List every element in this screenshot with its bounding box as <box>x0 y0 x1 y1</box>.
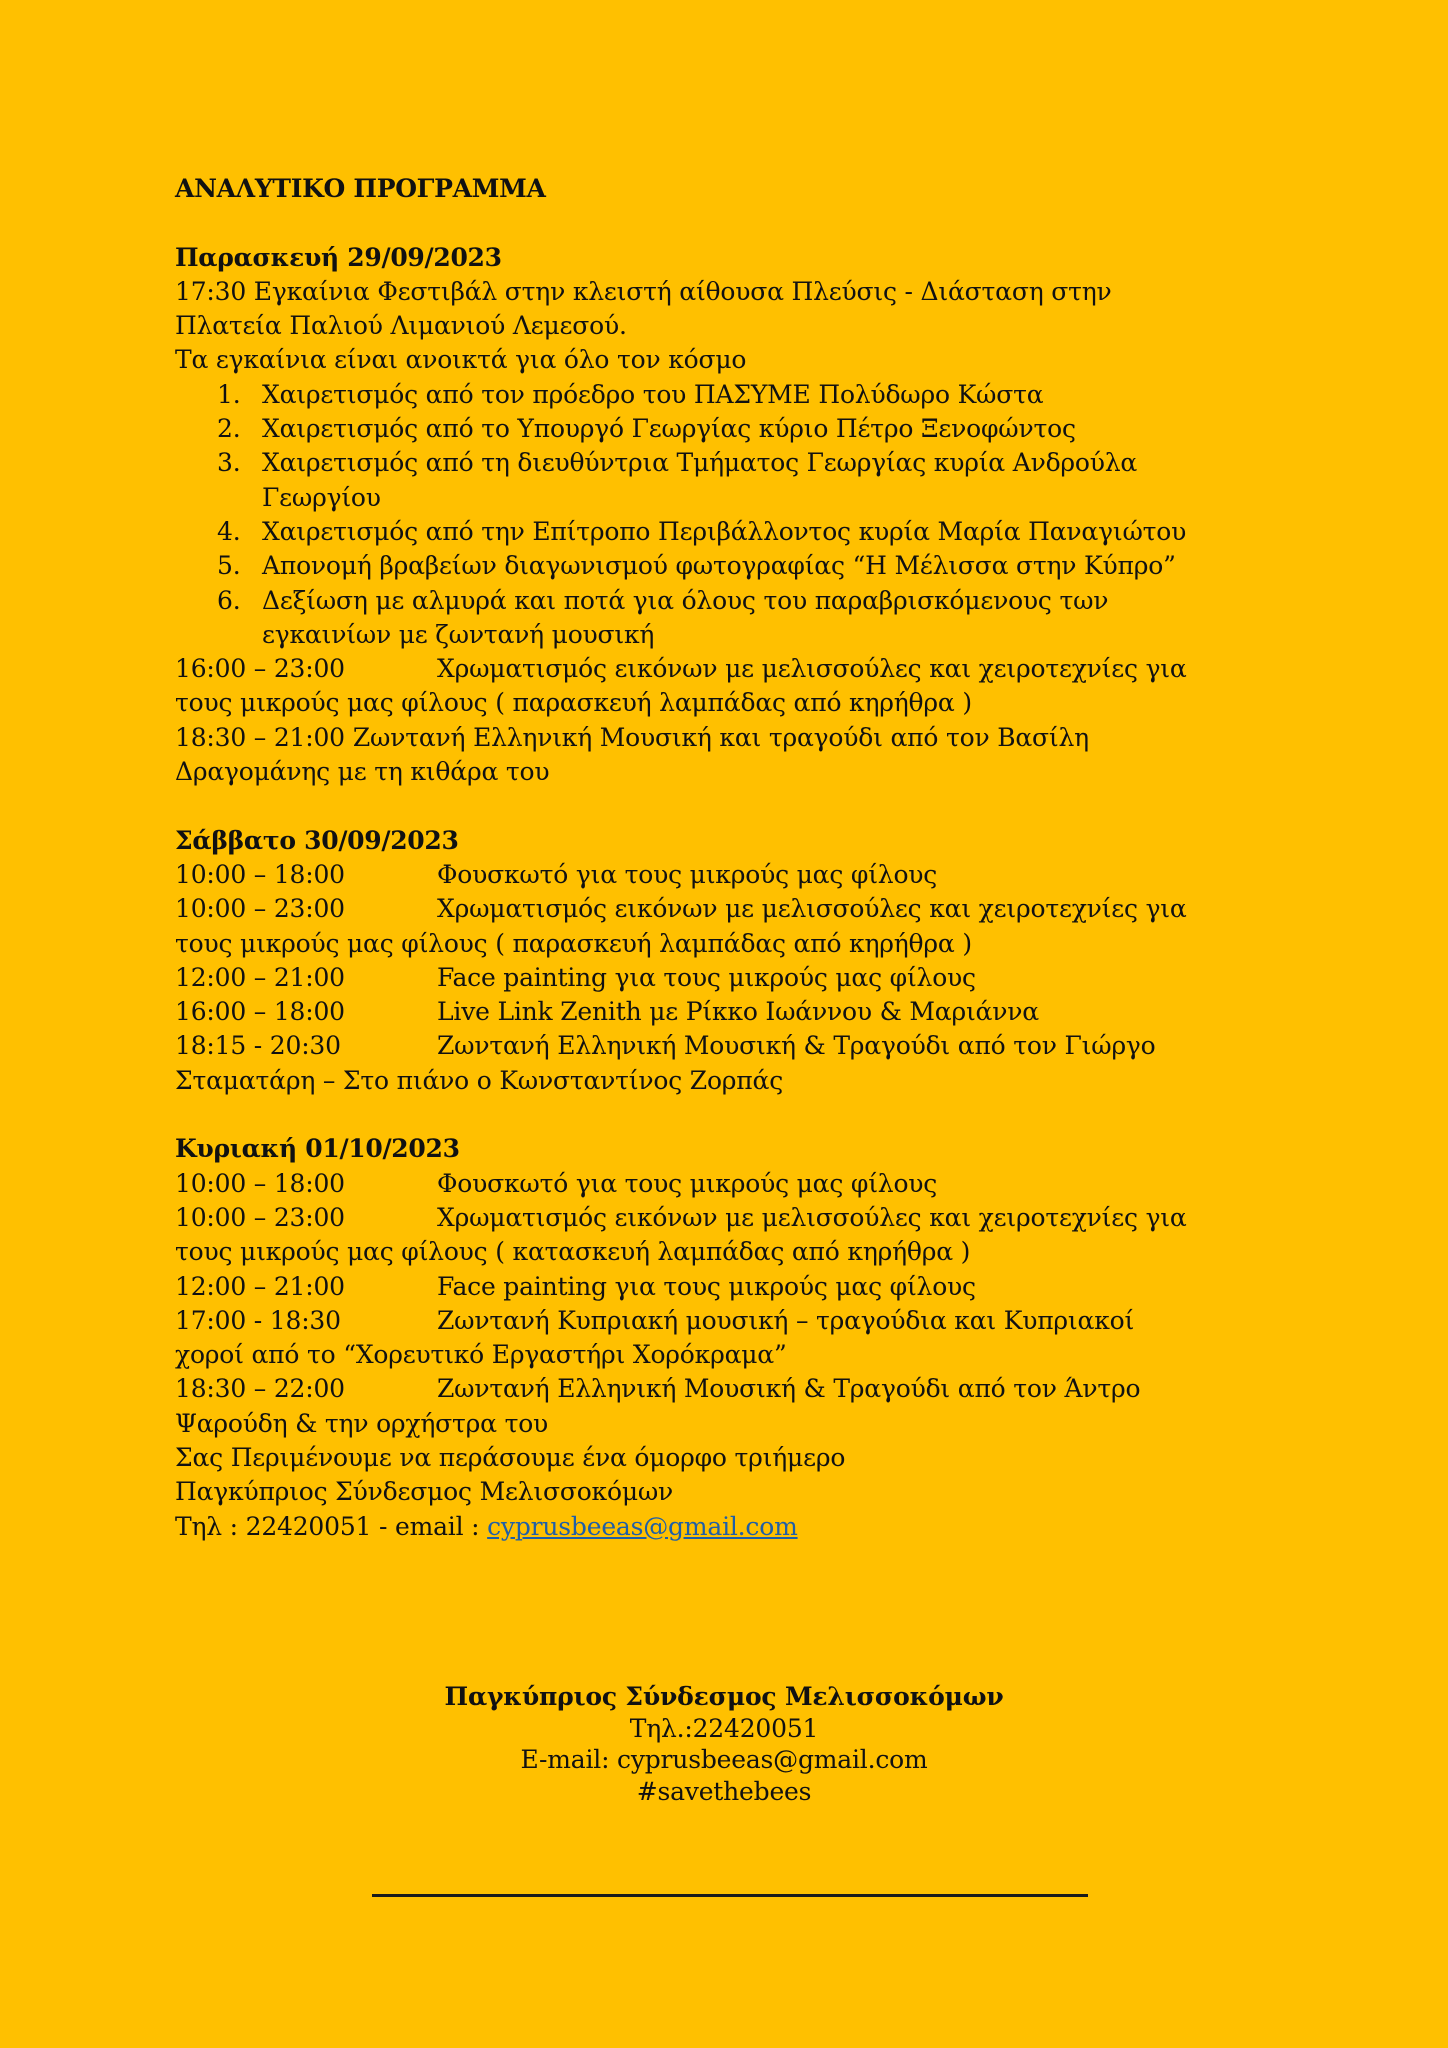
event-text-continuation: χοροί από το “Χορευτικό Εργαστήρι Χορόκραμα” <box>175 1340 787 1370</box>
spacer <box>175 789 1285 823</box>
contact-line <box>175 1510 1285 1544</box>
list-item-text: Απονομή βραβείων διαγωνισμού φωτογραφίας “Η Μέλισσα στην Κύπρο” <box>262 551 1176 581</box>
list-item <box>175 515 1285 549</box>
schedule-entry <box>175 1270 1285 1304</box>
footer-phone: Τηλ.:22420051 <box>629 1713 819 1743</box>
event-text: Ζωντανή Ελληνική Μουσική & Τραγούδι από τον Γιώργο <box>437 1031 1156 1061</box>
document-title: ΑΝΑΛΥΤΙΚΟ ΠΡΟΓΡΑΜΜΑ <box>175 174 546 203</box>
event-text-continuation: τους μικρούς μας φίλους ( παρασκευή λαμπάδας από κηρήθρα ) <box>175 688 972 718</box>
list-number: 2. <box>217 414 241 444</box>
list-item <box>175 412 1285 446</box>
schedule-entry <box>175 1304 1285 1373</box>
event-time: 10:00 – 23:00 <box>175 894 345 924</box>
schedule-entry <box>175 961 1285 995</box>
event-text-continuation: τους μικρούς μας φίλους ( κατασκευή λαμπάδας από κηρήθρα ) <box>175 1237 971 1267</box>
list-item-text: Χαιρετισμός από τον πρόεδρο του ΠΑΣΥΜΕ Πολύδωρο Κώστα <box>262 379 1044 409</box>
event-text: Face painting για τους μικρούς μας φίλους <box>437 1271 976 1301</box>
list-item-text: Γεωργίου <box>262 482 381 512</box>
event-time: 16:00 – 18:00 <box>175 997 345 1027</box>
schedule-entry <box>175 652 1285 721</box>
event-text: Χρωματισμός εικόνων με μελισσούλες και χειροτεχνίες για <box>437 654 1187 684</box>
opening-ceremony-list <box>175 378 1285 652</box>
event-text: Ζωντανή Ελληνική Μουσική και τραγούδι από τον Βασίλη <box>352 722 1089 752</box>
schedule-entry <box>175 721 1285 790</box>
day-saturday <box>175 824 1285 1098</box>
list-item <box>175 584 1285 653</box>
list-item <box>175 549 1285 583</box>
horizontal-divider <box>372 1894 1088 1897</box>
list-item-text: Δεξίωση με αλμυρά και ποτά για όλους του παραβρισκόμενους των <box>262 585 1109 615</box>
schedule-entry <box>175 858 1285 892</box>
event-text-continuation: τους μικρούς μας φίλους ( παρασκευή λαμπάδας από κηρήθρα ) <box>175 928 972 958</box>
footer-hashtag: #savethebees <box>636 1776 812 1806</box>
event-text: Face painting για τους μικρούς μας φίλους <box>437 962 976 992</box>
event-text: Χρωματισμός εικόνων με μελισσούλες και χειροτεχνίες για <box>437 1202 1187 1232</box>
event-time: 18:15 - 20:30 <box>175 1031 341 1061</box>
footer-organization: Παγκύπριος Σύνδεσμος Μελισσοκόμων <box>444 1682 1004 1711</box>
schedule-entry <box>175 1372 1285 1441</box>
event-time: 17:00 - 18:30 <box>175 1305 341 1335</box>
day-heading: Παρασκευή 29/09/2023 <box>175 242 502 272</box>
event-time: 16:00 – 23:00 <box>175 654 345 684</box>
footer <box>0 1681 1448 1807</box>
event-text-continuation: Δραγομάνης με τη κιθάρα του <box>175 757 550 787</box>
event-text: Φουσκωτό για τους μικρούς μας φίλους <box>437 859 938 889</box>
event-time: 12:00 – 21:00 <box>175 962 345 992</box>
email-link[interactable]: cyprusbeeas@gmail.com <box>487 1511 798 1541</box>
event-time: 18:30 – 22:00 <box>175 1374 345 1404</box>
event-text: Φουσκωτό για τους μικρούς μας φίλους <box>437 1168 938 1198</box>
event-time: 10:00 – 23:00 <box>175 1202 345 1232</box>
list-item <box>175 446 1285 515</box>
event-text: Live Link Zenith με Ρίκκο Ιωάννου & Μαριάννα <box>437 997 1039 1027</box>
footer-email: E-mail: cyprusbeeas@gmail.com <box>520 1745 928 1774</box>
list-item-text: Χαιρετισμός από την Επίτροπο Περιβάλλοντος κυρία Μαρία Παναγιώτου <box>262 516 1187 546</box>
event-text-continuation: Σταματάρη – Στο πιάνο ο Κωνσταντίνος Ζορπάς <box>175 1065 784 1095</box>
list-number: 6. <box>217 585 241 615</box>
list-item-text: Χαιρετισμός από τη διευθύντρια Τμήματος Γεωργίας κυρία Ανδρούλα <box>262 448 1138 478</box>
list-item-text: εγκαινίων με ζωντανή μουσική <box>262 619 655 649</box>
event-time: 18:30 – 21:00 <box>175 722 345 752</box>
day-friday <box>175 241 1285 790</box>
intro-line: Πλατεία Παλιού Λιμανιού Λεμεσού. <box>175 311 627 341</box>
spacer <box>175 206 1285 240</box>
event-time: 10:00 – 18:00 <box>175 859 345 889</box>
intro-line: 17:30 Εγκαίνια Φεστιβάλ στην κλειστή αίθουσα Πλεύσις - Διάσταση στην <box>175 276 1112 306</box>
list-number: 5. <box>217 551 241 581</box>
spacer <box>175 1098 1285 1132</box>
list-number: 4. <box>217 516 241 546</box>
closing-organization: Παγκύπριος Σύνδεσμος Μελισσοκόμων <box>175 1477 674 1507</box>
intro-line: Τα εγκαίνια είναι ανοικτά για όλο τον κόσμο <box>175 345 747 375</box>
schedule-entry <box>175 892 1285 961</box>
program-document <box>175 172 1285 1544</box>
schedule-entry <box>175 1201 1285 1270</box>
list-item <box>175 378 1285 412</box>
day-sunday <box>175 1132 1285 1544</box>
event-text: Ζωντανή Κυπριακή μουσική – τραγούδια και Κυπριακοί <box>437 1305 1135 1335</box>
contact-phone: Τηλ : 22420051 - email : <box>175 1511 488 1541</box>
day-heading: Σάββατο 30/09/2023 <box>175 825 459 855</box>
list-item-text: Χαιρετισμός από το Υπουργό Γεωργίας κύριο Πέτρο Ξενοφώντος <box>262 414 1076 444</box>
list-number: 1. <box>217 379 241 409</box>
event-text: Χρωματισμός εικόνων με μελισσούλες και χειροτεχνίες για <box>437 894 1187 924</box>
schedule-entry <box>175 995 1285 1029</box>
schedule-entry <box>175 1029 1285 1098</box>
closing-message: Σας Περιμένουμε να περάσουμε ένα όμορφο τριήμερο <box>175 1442 846 1472</box>
event-text-continuation: Ψαρούδη & την ορχήστρα του <box>175 1408 549 1438</box>
day-heading: Κυριακή 01/10/2023 <box>175 1134 460 1164</box>
schedule-entry <box>175 1167 1285 1201</box>
event-text: Ζωντανή Ελληνική Μουσική & Τραγούδι από τον Άντρο <box>437 1374 1141 1404</box>
event-time: 10:00 – 18:00 <box>175 1168 345 1198</box>
event-time: 12:00 – 21:00 <box>175 1271 345 1301</box>
list-number: 3. <box>217 448 241 478</box>
